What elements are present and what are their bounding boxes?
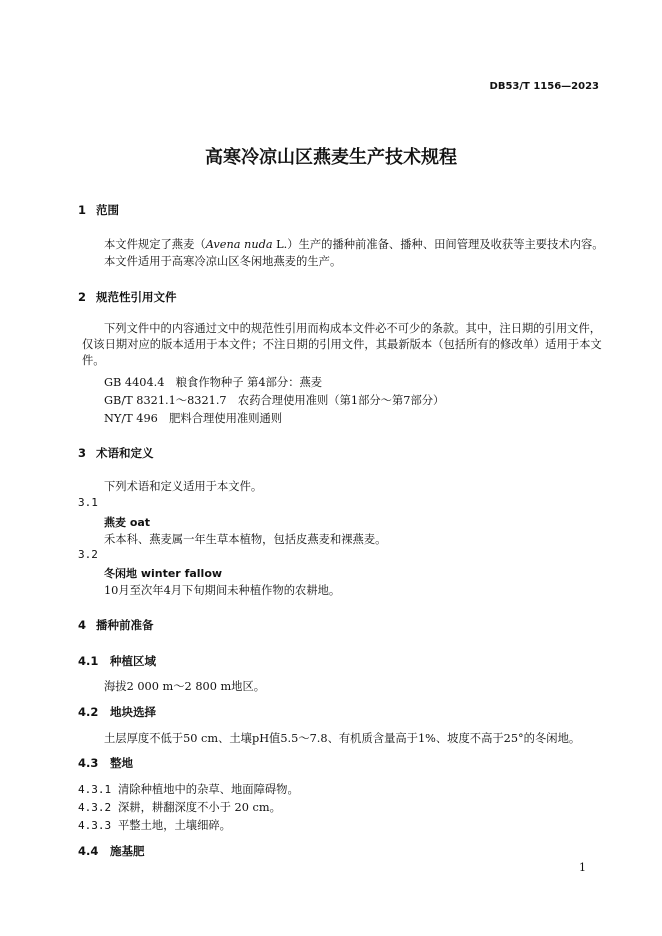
subsection-title: 种植区域 [110,654,156,668]
subsection-title: 整地 [110,756,133,770]
subsection-text: 土层厚度不低于50 cm、土壤pH值5.5～7.8、有机质含量高于1%、坡度不高于25°的冬闲地。 [104,732,581,745]
standard-code: DB53/T 1156—2023 [489,81,599,92]
list-item [78,817,231,833]
section-1-heading [78,202,119,218]
term-definition: 禾本科、燕麦属一年生草本植物，包括皮燕麦和裸燕麦。 [104,533,387,546]
section-title: 术语和定义 [96,446,154,460]
list-item [78,781,299,797]
section-4-heading [78,617,154,633]
term-name: 燕麦 oat [104,516,151,529]
section-number: 4 [78,618,87,632]
section-2-heading [78,289,177,305]
item-text: 深耕，耕翻深度不小于 20 cm。 [118,801,281,814]
subsection-number: 4.2 [78,705,99,719]
item-text: 清除种植地中的杂草、地面障碍物。 [118,783,299,796]
term-name: 冬闲地 winter fallow [104,567,223,580]
reference-item: GB 4404.4 粮食作物种子 第4部分：燕麦 [104,376,323,389]
item-number: 4.3.1 [78,783,112,796]
term-number: 3.2 [78,548,98,561]
text-run: L.）生产的播种前准备、播种、田间管理及收获等主要技术内容。 [272,238,604,251]
reference-item: NY/T 496 肥料合理使用准则通则 [104,412,283,425]
item-text: 平整土地，土壤细碎。 [118,819,231,832]
subsection-number: 4.4 [78,844,99,858]
section-title: 播种前准备 [96,618,154,632]
section-title: 范围 [96,203,119,217]
terms-intro: 下列术语和定义适用于本文件。 [104,480,263,493]
document-title: 高寒冷凉山区燕麦生产技术规程 [205,147,457,168]
subsection-title: 地块选择 [110,705,156,719]
item-number: 4.3.3 [78,819,112,832]
text-run: 本文件规定了燕麦（ [104,238,206,251]
subsection-4-3-heading [78,755,133,771]
subsection-number: 4.3 [78,756,99,770]
item-number: 4.3.2 [78,801,112,814]
section-3-heading [78,445,154,461]
section-title: 规范性引用文件 [96,290,177,304]
section-number: 2 [78,290,87,304]
scope-paragraph-1 [104,236,604,252]
reference-item: GB/T 8321.1～8321.7 农药合理使用准则（第1部分～第7部分） [104,394,445,407]
subsection-title: 施基肥 [110,844,145,858]
subsection-text: 海拔2 000 m～2 800 m地区。 [104,680,266,693]
term-number: 3.1 [78,496,98,509]
section-number: 3 [78,446,87,460]
subsection-4-4-heading [78,843,145,859]
term-definition: 10月至次年4月下旬期间未种植作物的农耕地。 [104,584,341,597]
references-paragraph: 下列文件中的内容通过文中的规范性引用而构成本文件必不可少的条款。其中，注日期的引用文件，仅该日期对应的版本适用于本文件；不注日期的引用文件，其最新版本（包括所有的修改单）适用于本文件。 [82,322,602,367]
section-number: 1 [78,203,87,217]
latin-name: Avena nuda [205,238,273,251]
subsection-number: 4.1 [78,654,99,668]
list-item [78,799,281,815]
page-number: 1 [579,861,586,874]
subsection-4-1-heading [78,653,156,669]
scope-paragraph-2: 本文件适用于高寒冷凉山区冬闲地燕麦的生产。 [104,255,342,268]
subsection-4-2-heading [78,704,156,720]
